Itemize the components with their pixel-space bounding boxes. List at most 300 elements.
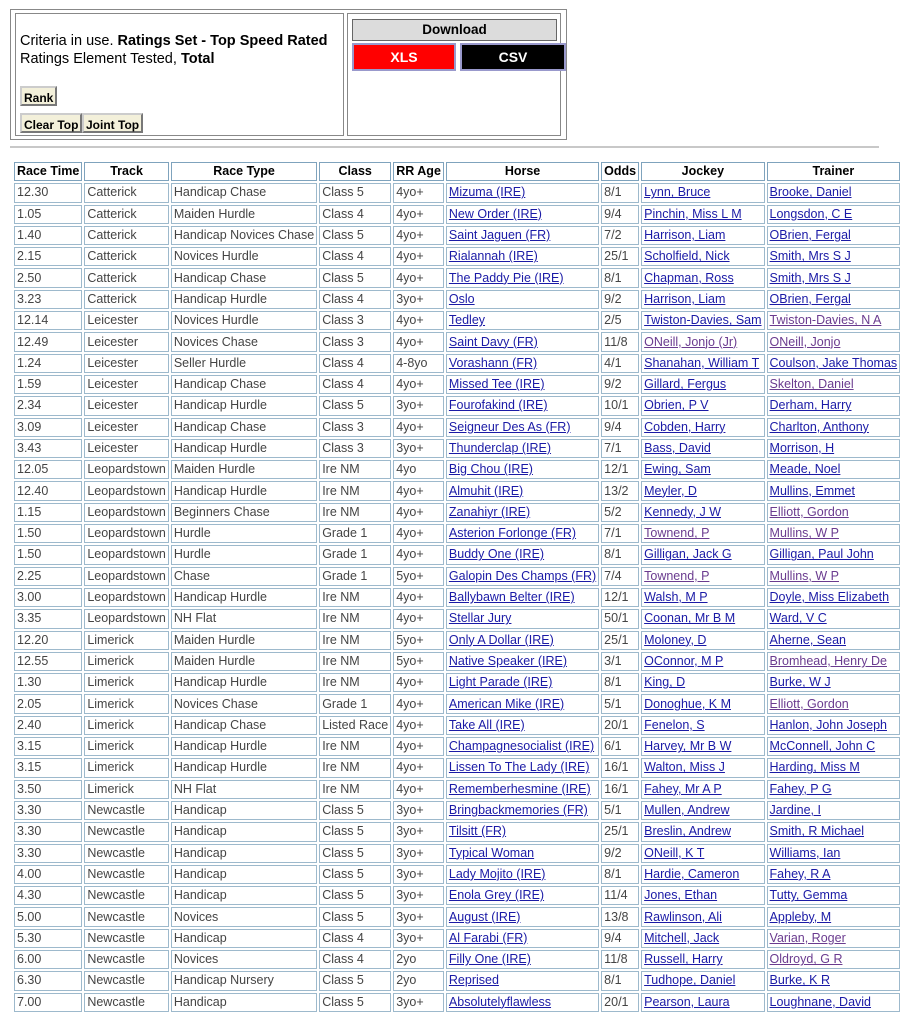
cell-trainer — [767, 460, 901, 479]
jockey-link[interactable]: Pearson, Laura — [644, 994, 730, 1009]
horse-link[interactable]: August (IRE) — [448, 909, 521, 924]
table-row — [14, 545, 900, 564]
table-body — [14, 183, 900, 1012]
cell-race-type: Maiden Hurdle — [171, 652, 317, 671]
trainer-link[interactable]: Burke, K R — [769, 973, 830, 988]
table-row — [14, 822, 900, 841]
cell-track: Catterick — [84, 205, 169, 224]
cell-horse — [446, 332, 599, 351]
cell-jockey — [641, 971, 764, 990]
table-row — [14, 907, 900, 926]
horse-link[interactable]: Vorashann (FR) — [448, 355, 538, 370]
cell-race-type: Handicap Hurdle — [171, 290, 317, 309]
cell-trainer — [767, 290, 901, 309]
cell-race-type: Handicap Chase — [171, 183, 317, 202]
trainer-link[interactable]: Harding, Miss M — [769, 760, 860, 775]
cell-trainer — [767, 652, 901, 671]
cell-race-time: 1.50 — [14, 524, 82, 543]
cell-jockey — [641, 332, 764, 351]
results-table-wrapper — [12, 160, 898, 1014]
cell-odds: 25/1 — [601, 247, 639, 266]
horse-link[interactable]: Rememberhesmine (IRE) — [448, 781, 591, 796]
trainer-link[interactable]: Loughnane, David — [769, 994, 872, 1009]
table-row — [14, 183, 900, 202]
cell-rr-age: 2yo — [393, 971, 444, 990]
horse-link[interactable]: Ballybawn Belter (IRE) — [448, 590, 575, 605]
cell-jockey — [641, 545, 764, 564]
table-row — [14, 993, 900, 1012]
jockey-link[interactable]: Mitchell, Jack — [644, 930, 720, 945]
horse-link[interactable]: Tedley — [448, 313, 486, 328]
cell-track: Limerick — [84, 694, 169, 713]
cell-odds: 7/1 — [601, 439, 639, 458]
trainer-link[interactable]: Morrison, H — [769, 441, 835, 455]
horse-link[interactable]: New Order (IRE) — [448, 206, 542, 221]
jockey-link[interactable]: Walsh, M P — [644, 590, 708, 605]
trainer-link[interactable]: Ward, V C — [769, 611, 827, 626]
cell-rr-age: 3yo+ — [393, 801, 444, 820]
trainer-link[interactable]: Varian, Roger — [769, 930, 846, 945]
jockey-link[interactable]: Pinchin, Miss L M — [644, 206, 742, 221]
cell-jockey — [641, 652, 764, 671]
horse-link[interactable]: Seigneur Des As (FR) — [448, 419, 571, 434]
cell-odds: 11/8 — [601, 950, 639, 969]
jockey-link[interactable]: Scholfield, Nick — [644, 249, 730, 264]
jockey-link[interactable]: Twiston-Davies, Sam — [644, 313, 762, 328]
cell-class: Class 3 — [319, 311, 391, 330]
cell-rr-age: 4yo+ — [393, 694, 444, 713]
cell-odds: 9/4 — [601, 205, 639, 224]
cell-race-type: Handicap — [171, 844, 317, 863]
table-row — [14, 673, 900, 692]
trainer-link[interactable]: Brooke, Daniel — [769, 185, 852, 200]
horse-link[interactable]: Buddy One (IRE) — [448, 547, 545, 562]
cell-rr-age: 4yo+ — [393, 247, 444, 266]
cell-track: Newcastle — [84, 971, 169, 990]
horse-link[interactable]: Almuhit (IRE) — [448, 483, 524, 498]
cell-horse — [446, 971, 599, 990]
cell-track: Newcastle — [84, 865, 169, 884]
cell-race-time: 2.40 — [14, 716, 82, 735]
cell-odds: 13/2 — [601, 481, 639, 500]
cell-race-time: 5.30 — [14, 929, 82, 948]
divider — [10, 146, 879, 148]
cell-race-type: Novices — [171, 950, 317, 969]
cell-trainer — [767, 716, 901, 735]
cell-race-type: Maiden Hurdle — [171, 460, 317, 479]
trainer-link[interactable]: Smith, Mrs S J — [769, 249, 851, 264]
table-row — [14, 205, 900, 224]
cell-trainer — [767, 524, 901, 543]
jockey-link[interactable]: Fahey, Mr A P — [644, 781, 722, 796]
cell-trainer — [767, 971, 901, 990]
trainer-link[interactable]: Oldroyd, G R — [769, 952, 843, 967]
horse-link[interactable]: Rialannah (IRE) — [448, 249, 538, 264]
cell-rr-age: 4yo+ — [393, 481, 444, 500]
cell-race-time: 1.05 — [14, 205, 82, 224]
cell-trainer — [767, 439, 901, 458]
horse-link[interactable]: Reprised — [448, 973, 499, 988]
rank-button[interactable]: Rank — [20, 86, 57, 106]
joint-top-button[interactable]: Joint Top — [82, 113, 143, 133]
cell-class: Grade 1 — [319, 524, 391, 543]
cell-jockey — [641, 290, 764, 309]
table-row — [14, 950, 900, 969]
cell-class: Class 3 — [319, 439, 391, 458]
jockey-link[interactable]: Cobden, Harry — [644, 419, 726, 434]
jockey-link[interactable]: Donoghue, K M — [644, 696, 731, 711]
cell-rr-age: 3yo+ — [393, 439, 444, 458]
horse-link[interactable]: Asterion Forlonge (FR) — [448, 526, 577, 541]
header-class[interactable]: Class — [319, 162, 391, 181]
header-horse[interactable]: Horse — [446, 162, 599, 181]
jockey-link[interactable]: Fenelon, S — [644, 717, 705, 732]
table-row — [14, 694, 900, 713]
header-race-type[interactable]: Race Type — [171, 162, 317, 181]
jockey-link[interactable]: Harrison, Liam — [644, 228, 726, 243]
cell-odds: 12/1 — [601, 588, 639, 607]
cell-rr-age: 3yo+ — [393, 886, 444, 905]
trainer-link[interactable]: Elliott, Gordon — [769, 696, 849, 711]
cell-race-time: 2.05 — [14, 694, 82, 713]
download-title: Download — [352, 19, 557, 41]
table-row — [14, 460, 900, 479]
cell-class: Class 5 — [319, 268, 391, 287]
cell-horse — [446, 418, 599, 437]
cell-trainer — [767, 609, 901, 628]
horse-link[interactable]: Absolutelyflawless — [448, 994, 552, 1009]
cell-horse — [446, 226, 599, 245]
jockey-link[interactable]: Meyler, D — [644, 483, 697, 498]
trainer-link[interactable]: Hanlon, John Joseph — [769, 717, 887, 732]
jockey-link[interactable]: ONeill, K T — [644, 845, 705, 860]
cell-race-type: Handicap — [171, 993, 317, 1012]
horse-link[interactable]: Stellar Jury — [448, 611, 512, 626]
cell-odds: 8/1 — [601, 268, 639, 287]
horse-link[interactable]: Missed Tee (IRE) — [448, 377, 545, 392]
jockey-link[interactable]: Obrien, P V — [644, 398, 709, 413]
header-jockey[interactable]: Jockey — [641, 162, 764, 181]
cell-odds: 5/1 — [601, 801, 639, 820]
cell-trainer — [767, 247, 901, 266]
cell-rr-age: 3yo+ — [393, 844, 444, 863]
trainer-link[interactable]: Mullins, W P — [769, 568, 839, 583]
cell-jockey — [641, 822, 764, 841]
jockey-link[interactable]: Shanahan, William T — [644, 355, 760, 370]
cell-trainer — [767, 332, 901, 351]
horse-link[interactable]: Typical Woman — [448, 845, 535, 860]
csv-download-button[interactable]: CSV — [460, 43, 566, 71]
cell-jockey — [641, 631, 764, 650]
horse-link[interactable]: Galopin Des Champs (FR) — [448, 568, 597, 583]
horse-link[interactable]: American Mike (IRE) — [448, 696, 565, 711]
cell-trainer — [767, 205, 901, 224]
horse-link[interactable]: Filly One (IRE) — [448, 952, 531, 967]
horse-link[interactable]: Oslo — [448, 291, 475, 306]
cell-track: Newcastle — [84, 801, 169, 820]
cell-trainer — [767, 950, 901, 969]
trainer-link[interactable]: McConnell, John C — [769, 739, 876, 754]
cell-class: Class 5 — [319, 971, 391, 990]
jockey-link[interactable]: Jones, Ethan — [644, 888, 718, 903]
table-row — [14, 716, 900, 735]
trainer-link[interactable]: Appleby, M — [769, 909, 832, 924]
cell-horse — [446, 886, 599, 905]
trainer-link[interactable]: Gilligan, Paul John — [769, 547, 874, 562]
cell-rr-age: 4yo+ — [393, 545, 444, 564]
cell-trainer — [767, 907, 901, 926]
cell-rr-age: 2yo — [393, 950, 444, 969]
horse-link[interactable]: Thunderclap (IRE) — [448, 441, 552, 455]
table-row — [14, 737, 900, 756]
cell-horse — [446, 354, 599, 373]
cell-class: Class 4 — [319, 929, 391, 948]
cell-trainer — [767, 886, 901, 905]
cell-class: Class 5 — [319, 396, 391, 415]
cell-horse — [446, 737, 599, 756]
cell-horse — [446, 652, 599, 671]
cell-rr-age: 4yo+ — [393, 226, 444, 245]
cell-race-time: 3.30 — [14, 822, 82, 841]
jockey-link[interactable]: Gillard, Fergus — [644, 377, 727, 392]
cell-trainer — [767, 801, 901, 820]
cell-class: Class 5 — [319, 844, 391, 863]
jockey-link[interactable]: Coonan, Mr B M — [644, 611, 736, 626]
horse-link[interactable]: Saint Jaguen (FR) — [448, 228, 551, 243]
table-row — [14, 588, 900, 607]
trainer-link[interactable]: Tutty, Gemma — [769, 888, 848, 903]
cell-track: Limerick — [84, 758, 169, 777]
cell-trainer — [767, 567, 901, 586]
cell-horse — [446, 375, 599, 394]
xls-download-button[interactable]: XLS — [352, 43, 456, 71]
trainer-link[interactable]: OBrien, Fergal — [769, 228, 851, 243]
jockey-link[interactable]: Lynn, Bruce — [644, 185, 711, 200]
jockey-link[interactable]: ONeill, Jonjo (Jr) — [644, 334, 738, 349]
cell-odds: 50/1 — [601, 609, 639, 628]
cell-race-time: 3.30 — [14, 844, 82, 863]
jockey-link[interactable]: Breslin, Andrew — [644, 824, 731, 839]
cell-track: Newcastle — [84, 950, 169, 969]
cell-trainer — [767, 396, 901, 415]
jockey-link[interactable]: King, D — [644, 675, 686, 690]
cell-jockey — [641, 460, 764, 479]
jockey-link[interactable]: Chapman, Ross — [644, 270, 734, 285]
horse-link[interactable]: Native Speaker (IRE) — [448, 653, 568, 668]
cell-race-time: 6.00 — [14, 950, 82, 969]
cell-race-time: 12.49 — [14, 332, 82, 351]
cell-class: Class 3 — [319, 418, 391, 437]
header-track[interactable]: Track — [84, 162, 169, 181]
horse-link[interactable]: Light Parade (IRE) — [448, 675, 553, 690]
criteria-panel — [10, 9, 567, 140]
cell-horse — [446, 673, 599, 692]
table-header-row — [14, 162, 900, 181]
horse-link[interactable]: Mizuma (IRE) — [448, 185, 526, 200]
cell-track: Leicester — [84, 418, 169, 437]
cell-odds: 8/1 — [601, 545, 639, 564]
jockey-link[interactable]: Hardie, Cameron — [644, 866, 740, 881]
cell-odds: 16/1 — [601, 758, 639, 777]
cell-class: Ire NM — [319, 780, 391, 799]
cell-odds: 9/4 — [601, 418, 639, 437]
horse-link[interactable]: Lissen To The Lady (IRE) — [448, 760, 590, 775]
jockey-link[interactable]: Rawlinson, Ali — [644, 909, 722, 924]
table-row — [14, 311, 900, 330]
cell-jockey — [641, 737, 764, 756]
header-odds[interactable]: Odds — [601, 162, 639, 181]
trainer-link[interactable]: Doyle, Miss Elizabeth — [769, 590, 890, 605]
cell-odds: 8/1 — [601, 865, 639, 884]
trainer-link[interactable]: ONeill, Jonjo — [769, 334, 841, 349]
cell-race-type: Handicap Novices Chase — [171, 226, 317, 245]
cell-odds: 3/1 — [601, 652, 639, 671]
cell-jockey — [641, 886, 764, 905]
horse-link[interactable]: Enola Grey (IRE) — [448, 888, 545, 903]
trainer-link[interactable]: Burke, W J — [769, 675, 831, 690]
trainer-link[interactable]: Longsdon, C E — [769, 206, 853, 221]
cell-race-type: Handicap Hurdle — [171, 588, 317, 607]
trainer-link[interactable]: Twiston-Davies, N A — [769, 313, 882, 328]
horse-link[interactable]: Lady Mojito (IRE) — [448, 866, 546, 881]
horse-link[interactable]: Big Chou (IRE) — [448, 462, 533, 477]
cell-horse — [446, 311, 599, 330]
cell-race-time: 12.30 — [14, 183, 82, 202]
horse-link[interactable]: Only A Dollar (IRE) — [448, 632, 554, 647]
jockey-link[interactable]: Bass, David — [644, 441, 711, 455]
jockey-link[interactable]: Townend, P — [644, 568, 710, 583]
table-row — [14, 865, 900, 884]
cell-horse — [446, 801, 599, 820]
cell-class: Class 3 — [319, 332, 391, 351]
cell-trainer — [767, 268, 901, 287]
horse-link[interactable]: Fourofakind (IRE) — [448, 398, 548, 413]
cell-horse — [446, 609, 599, 628]
trainer-link[interactable]: Mullins, W P — [769, 526, 839, 541]
cell-horse — [446, 822, 599, 841]
cell-race-type: Handicap Hurdle — [171, 439, 317, 458]
cell-trainer — [767, 375, 901, 394]
cell-jockey — [641, 716, 764, 735]
jockey-link[interactable]: Moloney, D — [644, 632, 707, 647]
header-rr-age[interactable]: RR Age — [393, 162, 444, 181]
trainer-link[interactable]: Elliott, Gordon — [769, 504, 849, 519]
trainer-link[interactable]: Coulson, Jake Thomas — [769, 355, 898, 370]
cell-horse — [446, 588, 599, 607]
table-row — [14, 418, 900, 437]
trainer-link[interactable]: Fahey, R A — [769, 866, 831, 881]
horse-link[interactable]: Al Farabi (FR) — [448, 930, 528, 945]
table-row — [14, 971, 900, 990]
jockey-link[interactable]: Walton, Miss J — [644, 760, 725, 775]
jockey-link[interactable]: Harrison, Liam — [644, 291, 726, 306]
cell-class: Ire NM — [319, 758, 391, 777]
trainer-link[interactable]: Derham, Harry — [769, 398, 852, 413]
trainer-link[interactable]: Skelton, Daniel — [769, 377, 854, 392]
cell-jockey — [641, 524, 764, 543]
cell-class: Ire NM — [319, 460, 391, 479]
jockey-link[interactable]: Mullen, Andrew — [644, 803, 730, 818]
cell-race-time: 3.09 — [14, 418, 82, 437]
cell-race-time: 4.30 — [14, 886, 82, 905]
trainer-link[interactable]: Jardine, I — [769, 803, 821, 818]
cell-class: Ire NM — [319, 737, 391, 756]
cell-race-time: 4.00 — [14, 865, 82, 884]
header-trainer[interactable]: Trainer — [767, 162, 901, 181]
cell-horse — [446, 524, 599, 543]
trainer-link[interactable]: Smith, Mrs S J — [769, 270, 851, 285]
horse-link[interactable]: The Paddy Pie (IRE) — [448, 270, 564, 285]
horse-link[interactable]: Saint Davy (FR) — [448, 334, 538, 349]
cell-jockey — [641, 418, 764, 437]
jockey-link[interactable]: Kennedy, J W — [644, 504, 722, 519]
cell-jockey — [641, 503, 764, 522]
cell-race-type: Maiden Hurdle — [171, 631, 317, 650]
cell-race-type: Handicap — [171, 886, 317, 905]
cell-class: Ire NM — [319, 631, 391, 650]
cell-race-time: 3.15 — [14, 758, 82, 777]
jockey-link[interactable]: Harvey, Mr B W — [644, 739, 732, 754]
cell-horse — [446, 929, 599, 948]
jockey-link[interactable]: Ewing, Sam — [644, 462, 711, 477]
cell-class: Class 5 — [319, 865, 391, 884]
cell-rr-age: 4yo+ — [393, 205, 444, 224]
horse-link[interactable]: Champagnesocialist (IRE) — [448, 739, 595, 754]
clear-top-button[interactable]: Clear Top — [20, 113, 82, 133]
jockey-link[interactable]: OConnor, M P — [644, 653, 724, 668]
cell-jockey — [641, 801, 764, 820]
table-row — [14, 375, 900, 394]
cell-race-type: Handicap Hurdle — [171, 396, 317, 415]
trainer-link[interactable]: Charlton, Anthony — [769, 419, 869, 434]
cell-odds: 7/1 — [601, 524, 639, 543]
cell-class: Grade 1 — [319, 694, 391, 713]
trainer-link[interactable]: Fahey, P G — [769, 781, 832, 796]
trainer-link[interactable]: Aherne, Sean — [769, 632, 846, 647]
trainer-link[interactable]: Meade, Noel — [769, 462, 841, 477]
cell-jockey — [641, 354, 764, 373]
cell-jockey — [641, 247, 764, 266]
cell-race-type: NH Flat — [171, 780, 317, 799]
horse-link[interactable]: Zanahiyr (IRE) — [448, 504, 531, 519]
cell-race-type: Handicap Chase — [171, 418, 317, 437]
jockey-link[interactable]: Tudhope, Daniel — [644, 973, 736, 988]
header-race-time[interactable]: Race Time — [14, 162, 82, 181]
cell-class: Class 5 — [319, 822, 391, 841]
horse-link[interactable]: Take All (IRE) — [448, 717, 525, 732]
trainer-link[interactable]: Smith, R Michael — [769, 824, 865, 839]
cell-rr-age: 4yo+ — [393, 588, 444, 607]
trainer-link[interactable]: OBrien, Fergal — [769, 291, 851, 306]
cell-race-time: 3.35 — [14, 609, 82, 628]
trainer-link[interactable]: Bromhead, Henry De — [769, 653, 887, 668]
cell-race-time: 3.23 — [14, 290, 82, 309]
table-row — [14, 758, 900, 777]
cell-race-type: Maiden Hurdle — [171, 205, 317, 224]
horse-link[interactable]: Bringbackmemories (FR) — [448, 803, 588, 818]
cell-odds: 8/1 — [601, 183, 639, 202]
jockey-link[interactable]: Townend, P — [644, 526, 710, 541]
jockey-link[interactable]: Gilligan, Jack G — [644, 547, 732, 562]
trainer-link[interactable]: Williams, Ian — [769, 845, 841, 860]
jockey-link[interactable]: Russell, Harry — [644, 952, 723, 967]
cell-jockey — [641, 780, 764, 799]
cell-race-type: Hurdle — [171, 545, 317, 564]
horse-link[interactable]: Tilsitt (FR) — [448, 824, 507, 839]
cell-trainer — [767, 226, 901, 245]
cell-horse — [446, 290, 599, 309]
trainer-link[interactable]: Mullins, Emmet — [769, 483, 855, 498]
